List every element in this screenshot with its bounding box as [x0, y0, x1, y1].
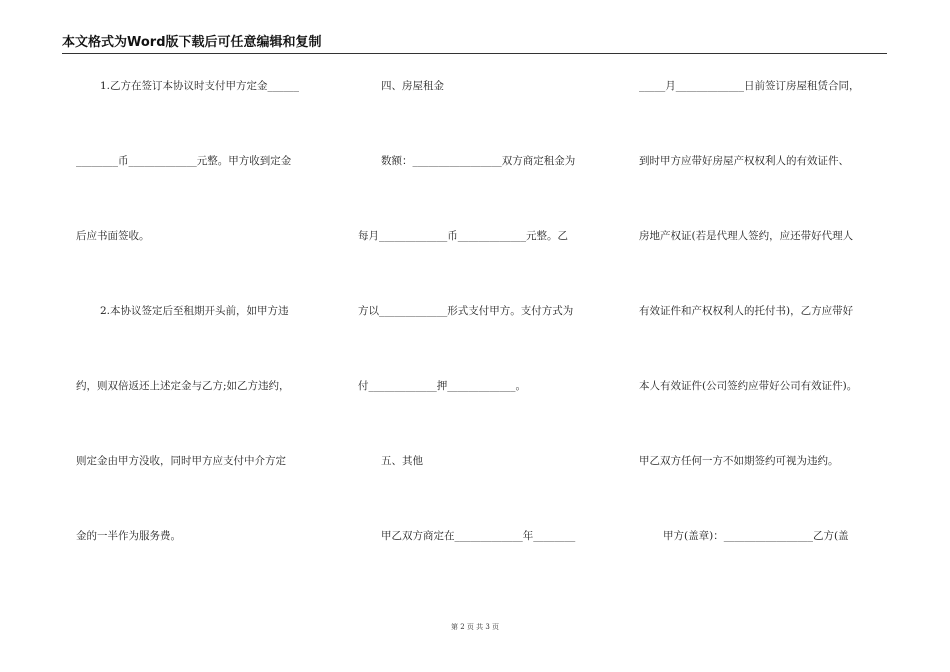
text-line: 后应书面签收。 — [76, 230, 150, 242]
text-line: 有效证件和产权权利人的托付书)，乙方应带好 — [639, 305, 854, 317]
text-line: 房地产权证(若是代理人签约，应还带好代理人 — [639, 230, 854, 242]
text-line: 五、其他 — [381, 455, 423, 467]
text-line: 甲方(盖章)：_________________乙方(盖 — [663, 530, 849, 542]
text-line: 1.乙方在签订本协议时支付甲方定金______ — [100, 80, 300, 92]
text-line: _____月_____________日前签订房屋租赁合同， — [639, 80, 860, 92]
text-line: 每月_____________币_____________元整。乙 — [358, 230, 568, 242]
text-line: 数额：_________________双方商定租金为 — [381, 155, 576, 167]
text-line: 约，则双倍返还上述定金与乙方;如乙方违约， — [76, 380, 290, 392]
text-line: 方以_____________形式支付甲方。支付方式为 — [358, 305, 574, 317]
text-line: 付_____________押_____________。 — [358, 380, 526, 392]
header-title: 本文格式为Word版下载后可任意编辑和复制 — [62, 35, 322, 50]
text-line: 四、房屋租金 — [381, 80, 444, 92]
text-line: 则定金由甲方没收，同时甲方应支付中介方定 — [76, 455, 286, 467]
document-header — [62, 35, 887, 54]
text-line: ________币_____________元整。甲方收到定金 — [76, 155, 292, 167]
text-line: 到时甲方应带好房屋产权权利人的有效证件、 — [639, 155, 849, 167]
text-line: 本人有效证件(公司签约应带好公司有效证件)。 — [639, 380, 858, 392]
text-line: 甲乙双方商定在_____________年________ — [381, 530, 576, 542]
text-line: 2.本协议签定后至租期开头前，如甲方违 — [100, 305, 289, 317]
text-line: 金的一半作为服务费。 — [76, 530, 181, 542]
text-line: 甲乙双方任何一方不如期签约可视为违约。 — [639, 455, 839, 467]
page-number: 第 2 页 共 3 页 — [450, 623, 500, 631]
